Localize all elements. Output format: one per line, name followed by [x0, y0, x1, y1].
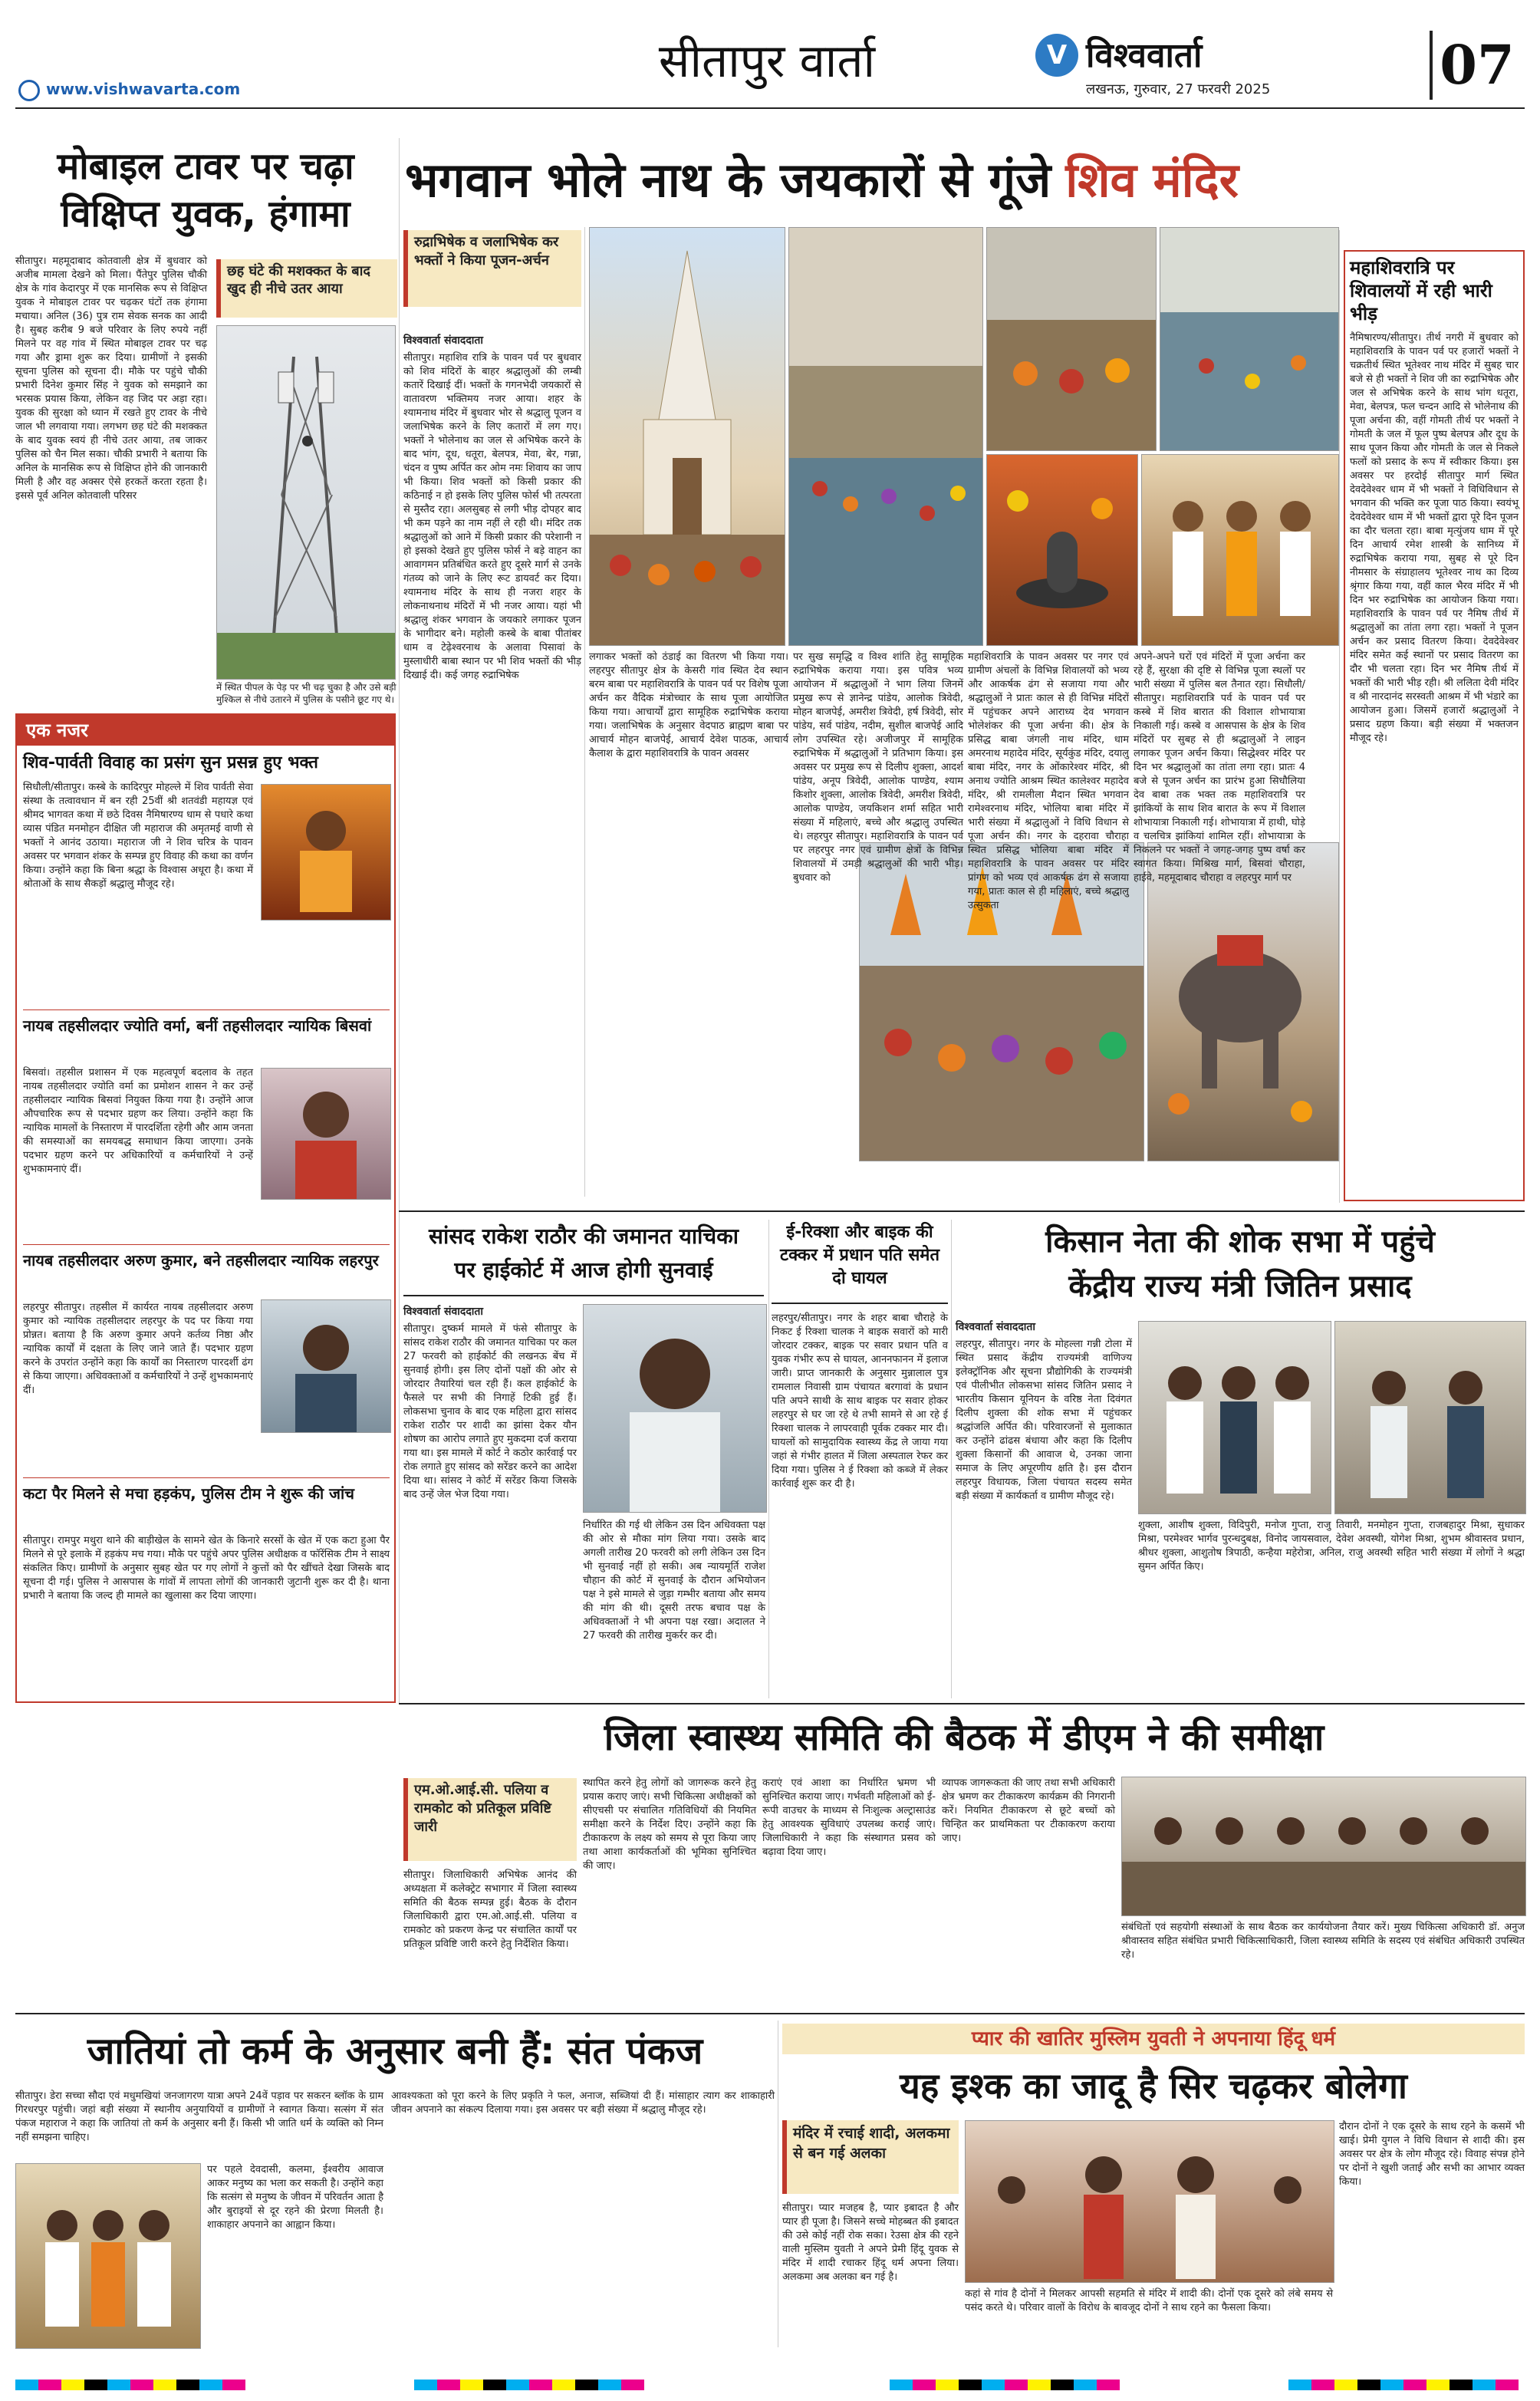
caste-body3: आवश्यकता को पूरा करने के लिए प्रकृति ने फल, अनाज, सब्जियां दी हैं। मांसाहार त्याग कर शाकाहारी जीवन अपनाने का संकल्प दिलाया गया। इस अवसर पर बड़ी संख्या में श्रद्धालु मौजूद रहे।: [391, 2090, 775, 2116]
website-url[interactable]: www.vishwavarta.com: [46, 80, 241, 98]
ek-nazar-label: एक नजर: [17, 715, 394, 746]
love-body1: सीतापुर। प्यार मजहब है, प्यार इबादत है और प्यार ही पूजा है। जिसने सच्चे मोहब्बत की इबादत की उसे कोई नहीं रोक सका। रेउसा क्षेत्र की रहने वाली मुस्लिम युवती ने अपने प्रेमी हिंदू युवक से मंदिर में शादी रचाकर हिंदू धर्म अपना लिया। अलकमा अब अलका बन गई है।: [782, 2202, 959, 2283]
mobile-tower-tag: छह घंटे की मशक्कत के बाद खुद ही नीचे उतर आया: [216, 259, 397, 318]
caste-body2: पर पहले देवदासी, कलमा, ईश्वरीय आवाज आकर मनुष्य का भला कर सकती है। उन्होंने कहा कि सत्संग से मनुष्य के जीवन में परिवर्तन आता है और बुराइयों से दूर रहने की प्रेरणा मिलती है। शाकाहार अपनाने का आह्वान किया।: [207, 2164, 383, 2231]
kathavachak-illustration: [262, 785, 390, 920]
temple-photo: [589, 227, 785, 646]
health-body2: स्थापित करने हेतु लोगों को जागरूक करने हेतु प्रयास कराए जाएं। सभी चिकित्सा अधीक्षकों को सीएचसी पर संचालित गतिविधियों की नियमित समीक्षा करने के निर्देश दिए। उन्होंने कहा कि टीकाकरण के लक्ष्य को समय से पूरा किया जाए तथा आशा कार्यकर्ताओं की भूमिका सुनिश्चित की जाए।: [583, 1777, 756, 1872]
mobile-tower-headline: [15, 143, 396, 242]
love-body2: कहां से गांव है दोनों ने मिलकर आपसी सहमति से मंदिर में शादी की। दोनों एक दूसरे को लंबे समय से पसंद करते थे। परिवार वालों के विरोध के बावजूद दोनों ने साथ रहने का फैसला किया।: [965, 2288, 1333, 2314]
main-story-col5: अपने-अपने घरों एवं मंदिरों में पूजा अर्चना कर रहे हैं, सुरक्षा की दृष्टि से विभिन्न पूजा स्थलों पर भारी संख्या में पुलिस बल तैनात रहा। सिधौली/सीतापुर। महाशिवरात्रि पर्व के पावन पर्व पर कस्बे में शिव बारात की विशाल शोभायात्रा निकाली गई। कस्बे व आसपास के क्षेत्र के शिव मंदिरों पर सुबह से ही श्रद्धालुओं ने लाइन लगाकर पूजन अर्चन किया। सिद्धेश्वर मंदिर पर दिन भर श्रद्धालुओं का तांता लगा रहा। प्रातः 4 बजे से पूजन अर्चन का प्रारंभ हुआ सिधौलिया देव बाबा तक भक्त तक महाशिवरात्रि पर झांकियों के साथ शिव बारात के रूप में विशाल शोभायात्रा निकाली गई। शोभायात्रा में हाथी, घोड़े व चलचित्र झांकियां शामिल रहीं। शोभायात्रा के निकलने पर भक्तों ने जगह-जगह पुष्प वर्षा कर स्वागत किया। मिश्रिख मार्ग, बिसवां चौराहा, हाईवे, महमूदाबाद चौराहा व लहरपुर मार्ग पर: [1134, 651, 1305, 884]
puja-group-illustration: [1142, 455, 1338, 645]
ek-nazar-item4-body: सीतापुर। रामपुर मथुरा थाने की बाड़ीखेल के सामने खेत के किनारे सरसों के खेत में एक कटा हुआ पैर मिलने से पूरे इलाके में हड़कंप मच गया। मौके पर पहुंचे अपर पुलिस अधीक्षक व फॉरेंसिक टीम ने साक्ष्य संकलित किए। ग्रामीणों के अनुसार सुबह खेत पर गए लोगों ने कुत्तों को पैर खींचते देखा जिसके बाद सूचना दी गई। पुलिस ने आसपास के गांवों में लापता लोगों की जानकारी जुटानी शुरू कर दी है। थाना प्रभारी ने बताया कि जल्द ही मामले का खुलासा कर दिया जाएगा।: [23, 1535, 390, 1602]
shok-sabha-photo-2: [1334, 1321, 1526, 1514]
temple-interior-photo: [986, 227, 1157, 451]
love-tag: मंदिर में रचाई शादी, अलकमा से बन गई अलका: [782, 2120, 959, 2194]
mp-bail-headline-line1: सांसद राकेश राठौर की जमानत याचिका: [429, 1224, 739, 1249]
ghat-illustration: [789, 228, 982, 645]
health-meeting-photo: [1121, 1777, 1526, 1916]
kisan-caption: शुक्ला, आशीष शुक्ला, विदिपुरी, मनोज गुप्ता, राजु तिवारी, मनमोहन गुप्ता, राजबहादुर मिश्रा, सुधाकर मिश्रा, परमेश्वर भार्गव पुरन्धदुबक्ष, विनोद जायसवाल, देवेश अवस्थी, योगेश मिश्रा, शुभम श्रीवास्तव प्रधान, श्रीधर शुक्ला, आशुतोष त्रिपाठी, कन्हैया महेरोत्रा, अनिल, राजु अवस्थी सहित भारी संख्या में लोगों ने श्रद्धा सुमन अर्पित किए।: [1138, 1520, 1525, 1573]
masthead-rule: [15, 107, 1525, 109]
wedding-photo: [965, 2120, 1334, 2283]
mp-bail-byline: विश्ववार्ता संवाददाता: [403, 1306, 484, 1318]
shivling-illustration: [987, 455, 1137, 645]
main-headline-black: भगवान भोले नाथ के जयकारों से गूंजे: [405, 152, 1051, 208]
river-crowd-photo: [1160, 227, 1339, 451]
column-rule-1: [399, 138, 400, 1703]
wedding-illustration: [966, 2121, 1334, 2282]
ek-nazar-item3-head: नायब तहसीलदार अरुण कुमार, बने तहसीलदार न्यायिक लहरपुर: [23, 1251, 379, 1270]
sidebar-box: [1344, 250, 1525, 1201]
health-body4: व्यापक जागरूकता की जाए तथा सभी अधिकारी क्षेत्र भ्रमण कर टीकाकरण कार्यक्रम की निगरानी करें। नियमित टीकाकरण से छूटे बच्चों को चिन्हित कर प्राथमिकता पर टीकाकरण कराया जाए।: [942, 1777, 1115, 1844]
love-body3: दौरान दोनों ने एक दूसरे के साथ रहने के कसमें भी खाई। प्रेमी युगल ने विधि विधान से शादी की। इस अवसर पर क्षेत्र के लोग मौजूद रहे। विवाह संपन्न होने पर दोनों ने खुशी जताई और सभी का आभार व्यक्त किया।: [1339, 2121, 1525, 2188]
main-story-col4: महाशिवरात्रि के पावन अवसर पर नगर एवं ग्रामीण अंचलों के विभिन्न शिवालयों को भव्य और आकर्षक ढंग से सजाया गया और श्रद्धालुओं ने प्रातः काल से ही विभिन्न मंदिरों में पहुंचकर अपने आराध्य देव भगवान भोलेशंकर की पूजा अर्चना की। क्षेत्र के प्रसिद्ध बाबा जंगली नाथ मंदिर, धाम अमरनाथ महादेव मंदिर, सूर्यकुंड मंदिर, दयालु बाबा मंदिर, नगर के ओंकारेश्वर मंदिर, श्री अनाथ ज्योति आश्रम स्थित कालेश्वर महादेव मंदिर, श्री रामलीला मैदान स्थित भगवान रामेश्वरनाथ मंदिर, भोलिया बाबा मंदिर में भारी संख्या में श्रद्धालुओं ने विधि विधान से पूजा अर्चन की। नगर के दहरावा चौराहा स्थित प्रसिद्ध भोलिया बाबा मंदिर में महाशिवरात्रि के पावन अवसर पर मंदिर प्रांगण को भव्य एवं आकर्षक ढंग से सजाया गया, प्रातः काल से ही महिलाएं, बच्चे श्रद्धालु उत्सुकता: [968, 651, 1129, 911]
mp-bail-headline: [403, 1220, 764, 1296]
paper-logo-icon: V: [1035, 34, 1078, 77]
arun-kumar-photo: [261, 1299, 391, 1433]
puja-group-photo: [1141, 454, 1339, 646]
kisan-byline: विश्ववार्ता संवाददाता: [956, 1321, 1036, 1333]
sidebar-headline: महाशिवरात्रि पर शिवालयों में रही भारी भीड़: [1350, 257, 1492, 324]
mobile-tower-caption: में स्थित पीपल के पेड़ पर भी चढ़ चुका है और उसे बड़ी मुश्किल से नीचे उतारने में पुलिस के पसीने छूट गए थे।: [216, 682, 397, 705]
color-strip: [0, 2370, 1540, 2401]
temple-illustration: [590, 228, 785, 645]
ghat-crowd-photo: [788, 227, 983, 646]
rakesh-rathore-photo: [583, 1304, 767, 1513]
kisan-headline-line1: किसान नेता की शोक सभा में पहुंचे: [1045, 1224, 1435, 1260]
elephant-illustration: [1148, 843, 1338, 1161]
column-rule-3: [1339, 230, 1340, 1203]
masthead: [0, 0, 1540, 123]
section-rule-3: [15, 2013, 1525, 2014]
portrait-illustration-3: [584, 1305, 766, 1512]
dateline: लखनऊ, गुरुवार, 27 फरवरी 2025: [1086, 81, 1271, 97]
erickshaw-body: लहरपुर/सीतापुर। नगर के शहर बाबा चौराहे के निकट ई रिक्शा चालक ने बाइक सवारों को मारी जोरदार टक्कर, बाइक पर सवार प्रधान पति व युवक गंभीर रूप से घायल, आननफानन में इलाज जारी। प्राप्त जानकारी के अनुसार मुन्नालाल पुत्र रामलाल निवासी ग्राम पंचायत बरगावां के प्रधान पति अपने साथी के साथ बाइक पर सवार होकर लहरपुर से घर जा रहे थे तभी सामने से आ रहे ई रिक्शा चालक ने लापरवाही पूर्वक टक्कर मार दी। घायलों को सामुदायिक स्वास्थ्य केंद्र ले जाया गया जहां से गंभीर हालत में जिला अस्पताल रेफर कर दिया गया। पुलिस ने ई रिक्शा को कब्जे में लेकर कार्रवाई शुरू कर दी है।: [772, 1312, 948, 1490]
mp-bail-body1: सीतापुर। दुष्कर्म मामले में फंसे सीतापुर के सांसद राकेश राठौर की जमानत याचिका पर कल 27 फरवरी को हाईकोर्ट की लखनऊ बेंच में सुनवाई होगी। इस लिए दोनों पक्षों की ओर से जोरदार तैयारियां चल रही हैं। कल हाईकोर्ट के फैसले पर सभी की निगाहें टिकी हुई हैं। लोकसभा चुनाव के बाद एक महिला द्वारा सांसद राकेश राठौर पर शादी का झांसा देकर यौन शोषण का आरोप लगाते हुए मुकदमा दर्ज कराया गया था। इस मामले में कोर्ट ने कठोर कार्रवाई पर रोक लगाते हुए सांसद को सरेंडर करने का आदेश दिया था। सांसद ने कोर्ट में सरेंडर किया जिसके बाद उन्हें जेल भेज दिया गया।: [403, 1323, 577, 1500]
elephant-photo: [1147, 842, 1339, 1161]
ek-nazar-item1-body: सिधौली/सीतापुर। कस्बे के कादिरपुर मोहल्ले में शिव पार्वती सेवा संस्था के तत्वावधान में बन रही 25वीं श्री शतवंडी महायज्ञ एवं श्रीमद भागवत कथा में छठे दिवस नैमिषारण्य धाम से पधारे कथा व्यास पंडित मनमोहन दीक्षित जी महाराज की अमृतमई वाणी से भक्तों ने आनंद उठाया। महाराज जी ने शिव चरित्र के पावन अवसर पर भगवान शंकर के सम्पन्न हुए विवाह की कथा का वर्णन किया। उन्होंने कहा कि बिना श्रद्धा के विश्वास अधूरा है। कथा में श्रोताओं के साथ सैकड़ों श्रद्धालु मौजूद रहे।: [23, 782, 253, 890]
satsang-photo: [15, 2163, 201, 2349]
mp-bail-body2: निर्धारित की गई थी लेकिन उस दिन अधिवक्ता पक्ष की ओर से मौका मांग लिया गया। उसके बाद अगली तारीख 20 फरवरी को लगी लेकिन उस दिन भी सुनवाई नहीं हो सकी। अब न्यायमूर्ति राजेश चौहान की कोर्ट में सुनवाई के दौरान अभियोजन पक्ष ने इसे मामले से जुड़ा गम्भीर बताया और समय की मांग की थी। दूसरी तरफ बचाव पक्ष के अधिवक्ताओं ने भी अपना पक्ष रखा। अदालत ने 27 फरवरी की तारीख मुकर्रर कर दी।: [583, 1520, 765, 1642]
column-rule-4: [768, 1220, 769, 1698]
kisan-body: लहरपुर, सीतापुर। नगर के मोहल्ला गन्नी टोला में स्थित प्रसाद केंद्रीय राज्यमंत्री वाणिज्य इलेक्ट्रॉनिक और सूचना प्रौद्योगिकी के राज्यमंत्री एवं पीलीभीत लोकसभा सांसद जितिन प्रसाद ने भारतीय किसान यूनियन के वरिष्ठ नेता दिवंगत दिलीप शुक्ला की शोक सभा में पहुंचकर श्रद्धांजलि अर्पित की। परिवारजनों से मुलाकात कर उन्होंने ढांढस बंधाया और कहा कि दिलीप शुक्ला किसानों की आवाज थे, उनका जाना समाज के लिए अपूरणीय क्षति है। इस दौरान लहरपुर विधायक, जिला पंचायत सदस्य समेत बड़ी संख्या में कार्यकर्ता व ग्रामीण मौजूद रहे।: [956, 1339, 1132, 1502]
satsang-illustration: [16, 2164, 200, 2348]
main-story-byline: विश्ववार्ता संवाददाता: [403, 334, 484, 347]
section-rule-1: [399, 1210, 1525, 1212]
page-number: 07: [1430, 31, 1522, 100]
love-kicker: प्यार की खातिर मुस्लिम युवती ने अपनाया हिंदू धर्म: [782, 2024, 1525, 2054]
ek-nazar-divider3: [23, 1477, 390, 1478]
meeting-illustration: [1122, 1777, 1525, 1915]
jyoti-verma-photo: [261, 1068, 391, 1200]
caste-body1: सीतापुर। डेरा सच्चा सौदा एवं मधुमखियां जनजागरण यात्रा अपने 24वें पड़ाव पर सकरन ब्लॉक के ग्राम गिरधरपुर पहुंची। जहां बड़ी संख्या में स्थानीय अनुयायियों व ग्रामीणों ने स्वागत किया। सत्संग में संत पंकज महाराज ने कहा कि जातियां तो कर्म के अनुसार बनी हैं। किसी भी जाति धर्म के व्यक्ति को निम्न नहीं समझना चाहिए।: [15, 2090, 383, 2143]
river-illustration: [1160, 228, 1338, 450]
main-story-col2: लगाकर भक्तों को ठंडाई का वितरण भी किया गया। लहरपुर सीतापुर क्षेत्र के केसरी गांव स्थित देव स्थान बरम बाबा पर महाशिवरात्रि के पावन पर्व पर विशेष पूजा अर्चन कर वैदिक मंत्रोच्चार के साथ पूजा आयोजित किया गया। आचार्यों द्वारा सामूहिक रुद्राभिषेक कराया गया। जलाभिषेक के अनुसार वेदपाठ ब्राह्मण बाबा पर आचार्य मोहन बाजपेई, आचार्य देवेश पाठक, आचार्य कैलाश के द्वारा महाशिवरात्रि के पावन अवसर: [589, 651, 788, 759]
shok-sabha-illustration-2: [1335, 1322, 1525, 1513]
health-tag: एम.ओ.आई.सी. पलिया व रामकोट को प्रतिकूल प्रविष्टि जारी: [403, 1778, 577, 1861]
sidebar-body: नैमिषारण्य/सीतापुर। तीर्थ नगरी में बुधवार को महाशिवरात्रि के पावन पर्व पर हजारों भक्तों ने चक्रतीर्थ स्थित भूतेश्वर नाथ मंदिर में सुबह चार बजे से ही भक्तों ने शिव जी का रुद्राभिषेक और जल से अभिषेक करने के साथ भांग धतूरा, मेवा, बेलपत्र, फल चन्दन आदि से भोलेनाथ की पूजा अर्चना की, वहीं गोमती तीर्थ पर भक्तों ने गोमती के जल में फूल पुष्प बेलपत्र और दूध के साथ पूजन किया और गोमती के जल से निकले फलों को प्रसाद के रूप में स्वीकार किया। इस अवसर पर हरदोई सीतापुर मार्ग स्थित देवदेवेश्वर धाम में भी भक्तों ने विधिविधान से भगवान की भक्ति कर पूजा पाठ किया। स्वयंभू देवदेवेश्वर धाम में भी भक्तों द्वारा पूरे दिन पूजन का दौर चलता रहा। बाबा मृत्युंजय धाम में पूरे दिन आचार्य रमेश शास्त्री के सानिध्य में रुद्राभिषेक कराया गया, सुबह से पूरे दिन नीमसार के संग्राहालय भूतेश्वर नाथ का दिव्य श्रृंगार किया गया, वहीं काल भैरव मंदिर में भी दिन भर रुद्राभिषेक का आयोजन किया गया। महाशिवरात्रि के पावन पर्व पर नैमिष तीर्थ में श्रद्धालुओं का तांता लगा रहा। भक्तों ने पूजन अर्चन कर प्रसाद वितरण किया। देवदेवेश्वर मंदिर समेत कई स्थानों पर प्रसाद वितरण का दौर भी चलता रहा। दिन भर नैमिष तीर्थ में भक्तों की भारी भीड़ रही। श्री ललिता देवी मंदिर व श्री नारदानंद सरस्वती आश्रम में भी भंडारे का आयोजन हुआ। जिसमें हजारों श्रद्धालुओं ने प्रसाद ग्रहण किया। बड़ी संख्या में भक्तजन मौजूद रहे।: [1350, 332, 1519, 744]
caste-headline: जातियां तो कर्म के अनुसार बनी हैं: संत पंकज: [87, 2030, 703, 2073]
ek-nazar-divider2: [23, 1244, 390, 1245]
health-body3: कराएं एवं आशा का निर्धारित भ्रमण भी सुनिश्चित कराया जाए। गर्भवती महिलाओं को ई-रूपी वाउचर के माध्यम से निःशुल्क अल्ट्रासाउंड हेतु आवश्यक सुविधाएं उपलब्ध कराई जाएं। जिलाधिकारी ने कहा कि संस्थागत प्रसव को बढ़ावा दिया जाए।: [762, 1777, 936, 1858]
health-headline: जिला स्वास्थ्य समिति की बैठक में डीएम ने की समीक्षा: [604, 1716, 1324, 1759]
mobile-tower-photo: [216, 325, 396, 680]
kisan-headline-line2: केंद्रीय राज्य मंत्री जितिन प्रसाद: [1068, 1269, 1412, 1304]
love-headline: यह इश्क का जादू है सिर चढ़कर बोलेगा: [900, 2065, 1407, 2106]
main-story-col1: सीतापुर। महाशिव रात्रि के पावन पर्व पर बुधवार को शिव मंदिरों के बाहर श्रद्धालुओं की लम्बी कतारें दिखाई दीं। भक्तों के गगनभेदी जयकारों से वातावरण भक्तिमय नजर आया। शहर के श्यामनाथ मंदिर में बुधवार भोर से श्रद्धालु पूजन व जलाभिषेक करने के लिए कतारों में लग गए। भक्तों ने भोलेनाथ का जल से अभिषेक करने के बाद भांग, दूध, धतूरा, बेलपत्र, मेवा, बेर, गन्ना, चंदन व पुष्प अर्पित कर ओम नमः शिवाय का जाप भी किया। शिव भक्तों को किसी प्रकार की कठिनाई न हो इसके लिए पुलिस फोर्स भी तत्परता से मुस्तैद रहा। अलसुबह से लगी भीड़ दोपहर बाद भी कम पड़ने का नाम नहीं ले रही थी। मंदिर तक श्रद्धालुओं को आने में किसी प्रकार की परेशानी न हो इसको देखते हुए पुलिस फोर्स ने बड़े वाहन का आवागमन प्रतिबंधित करते हुए दूसरे मार्ग से उनके गंतव्य को जाने के लिए रूट डायवर्ट कर दिया। श्यामनाथ मंदिर के साथ ही नजरा शहर के लोकनाथनाथ मंदिरों में भी नजर आया। यहां भी श्रद्धालु शंकर भगवान के जयकारे लगाकर पूजन के भागीदार बने। महोली कस्बे के बाबा पीतांबर धाम व टेढ़ेश्वरनाथ के अलावा पिसावां के मुस्लाधीरी बाबा स्थान पर भी शिव भक्तों की भीड़ दिखाई दी। कई जगह रुद्राभिषेक: [403, 352, 581, 681]
portrait-illustration-2: [262, 1300, 390, 1432]
mobile-tower-body: सीतापुर। महमूदाबाद कोतवाली क्षेत्र में बुधवार को अजीब मामला देखने को मिला। पैंतेपुर पुलिस चौकी क्षेत्र के गांव केदारपुर में एक मानसिक रूप से विक्षिप्त युवक ने मोबाइल टावर पर चढ़कर घंटों तक हंगामा मचाया। अनिल (36) पुत्र राम सेवक सनक का आदी है। सुबह करीब 9 बजे परिवार के लिए रुपये नहीं मिलने पर वह गांव में स्थित मोबाइल टावर पर चढ़ गया और ड्रामा शुरू कर दिया। ग्रामीणों ने इसकी सूचना पुलिस को सूचना दी। मौके पर पहुंचे चौकी प्रभारी दिनेश कुमार सिंह ने युवक को समझाने का भरसक प्रयास किया, लेकिन वह जिद पर अड़ा रहा। युवक की सुरक्षा को ध्यान में रखते हुए टावर के नीचे जाल भी लगवाया गया। लगभग छह घंटे की मशक्कत के बाद युवक स्वयं ही नीचे उतर आया, तब जाकर पुलिस को चैन मिल सका। चौकी प्रभारी ने बताया कि अनिल के मानसिक रूप से विक्षिप्त होने की जानकारी मिली है और वह अक्सर ऐसे हरकतें करता रहता है। इससे पूर्व अनिल कोतवाली परिसर: [15, 255, 207, 502]
kathavachak-photo: [261, 784, 391, 921]
web-icon: [18, 80, 40, 101]
column-rule-2: [584, 227, 585, 1197]
ek-nazar-divider1: [23, 1009, 390, 1010]
ek-nazar-item4-head: कटा पैर मिलने से मचा हड़कंप, पुलिस टीम ने शुरू की जांच: [23, 1484, 354, 1503]
health-body5: संबंधितों एवं सहयोगी संस्थाओं के साथ बैठक कर कार्ययोजना तैयार करें। मुख्य चिकित्सा अधिकारी डॉ. अनुज श्रीवास्तव सहित संबंधित प्रभारी चिकित्साधिकारी, जिला स्वास्थ्य समिति के सदस्य एवं संबंधित अधिकारी उपस्थित रहे।: [1121, 1922, 1525, 1961]
temple-interior-illustration: [987, 228, 1156, 450]
ek-nazar-item2-body: बिसवां। तहसील प्रशासन में एक महत्वपूर्ण बदलाव के तहत नायब तहसीलदार ज्योति वर्मा का प्रमोशन शासन ने कर उन्हें तहसीलदार न्यायिक बिसवां नियुक्त किया गया है। उन्होंने आज औपचारिक रूप से पदभार ग्रहण कर लिया। उन्होंने कहा कि न्यायिक मामलों के निस्तारण में पारदर्शिता रहेगी और आम जनता की समस्याओं का समयबद्ध समाधान किया जाएगा। उनके पदभार ग्रहण करने पर अधिकारियों व कर्मचारियों ने उन्हें शुभकामनाएं दीं।: [23, 1067, 253, 1175]
erickshaw-headline: ई-रिक्शा और बाइक की टक्कर में प्रधान पति समेत दो घायल: [772, 1221, 948, 1304]
section-title: सीतापुर वार्ता: [658, 35, 876, 88]
main-headline: [405, 146, 1525, 215]
ek-nazar-item2-head: नायब तहसीलदार ज्योति वर्मा, बनीं तहसीलदार न्यायिक बिसवां: [23, 1016, 372, 1035]
portrait-illustration: [262, 1069, 390, 1199]
ek-nazar-item1-head: शिव-पार्वती विवाह का प्रसंग सुन प्रसन्न हुए भक्त: [23, 753, 318, 772]
paper-name: विश्ववार्ता: [1086, 36, 1203, 75]
main-story-col3: पर सुख समृद्धि व विश्व शांति हेतु सामूहिक रुद्राभिषेक कराया गया। इस पवित्र भव्य आयोजन में श्रद्धालुओं ने भाग लिया जिनमें प्रमुख रूप से ज्ञानेन्द्र पांडेय, आलोक त्रिवेदी, मोहन बाजपेई, अमरीश त्रिवेदी, हर्ष त्रिवेदी, सोर पांडेय, सर्व पांडेय, नदीम, सुशील बाजपेई आदि लोग उपस्थित रहे। अजीजपुर में सामूहिक रुद्राभिषेक में श्रद्धालुओं ने प्रतिभाग किया। इस अवसर पर प्रमुख रूप से दिलीप शुक्ला, आदर्श पांडेय, अनूप त्रिवेदी, आलोक पाण्डेय, श्याम किशोर शुक्ला, आलोक त्रिवेदी, अमरीश त्रिवेदी, आलोक पाण्डेय, जयकिशन शर्मा सहित भारी संख्या में महिलाएं, बच्चे और श्रद्धालु उपस्थित थे। लहरपुर सीतापुर। महाशिवरात्रि के पावन पर्व पर लहरपुर नगर एवं ग्रामीण क्षेत्रों के विभिन्न शिवालयों में उमड़ी श्रद्धालुओं की भारी भीड़। बुधवार को: [793, 651, 963, 884]
tower-illustration: [217, 326, 395, 679]
mobile-tower-headline-line1: मोबाइल टावर पर चढ़ा: [57, 145, 354, 188]
column-rule-5: [951, 1220, 952, 1698]
health-body1: सीतापुर। जिलाधिकारी अभिषेक आनंद की अध्यक्षता में कलेक्ट्रेट सभागार में जिला स्वास्थ्य समिति की बैठक सम्पन्न हुई। बैठक के दौरान जिलाधिकारी द्वारा एम.ओ.आई.सी. पलिया व रामकोट को प्रकरण केन्द्र पर संचालित कार्यों पर प्रतिकूल प्रविष्टि जारी करने हेतु निर्देशित किया।: [403, 1869, 577, 1950]
ek-nazar-item3-body: लहरपुर सीतापुर। तहसील में कार्यरत नायब तहसीलदार अरुण कुमार को न्यायिक तहसीलदार लहरपुर के पद पर किया गया प्रोन्नत। बताया है कि अरुण कुमार अपने कर्तव्य निष्ठा और न्यायिक कार्यों में दक्षता के लिए जाने जाते हैं। पदभार ग्रहण करने के उपरांत उन्होंने कहा कि कार्यों का निस्तारण पारदर्शी ढंग से किया जाएगा। अधिवक्ताओं व कर्मचारियों ने उन्हें शुभकामनाएं दीं।: [23, 1302, 253, 1396]
mobile-tower-headline-line2: विक्षिप्त युवक, हंगामा: [61, 193, 350, 235]
mp-bail-headline-line2: पर हाईकोर्ट में आज होगी सुनवाई: [454, 1257, 713, 1283]
main-story-tag: रुद्राभिषेक व जलाभिषेक कर भक्तों ने किया पूजन-अर्चन: [403, 230, 581, 307]
shok-sabha-photo-1: [1138, 1321, 1331, 1514]
kisan-headline: [956, 1220, 1525, 1313]
shivling-worship-photo: [986, 454, 1138, 646]
section-rule-2: [399, 1703, 1525, 1704]
shok-sabha-illustration-1: [1139, 1322, 1331, 1513]
main-headline-red: शिव मंदिर: [1065, 152, 1239, 208]
